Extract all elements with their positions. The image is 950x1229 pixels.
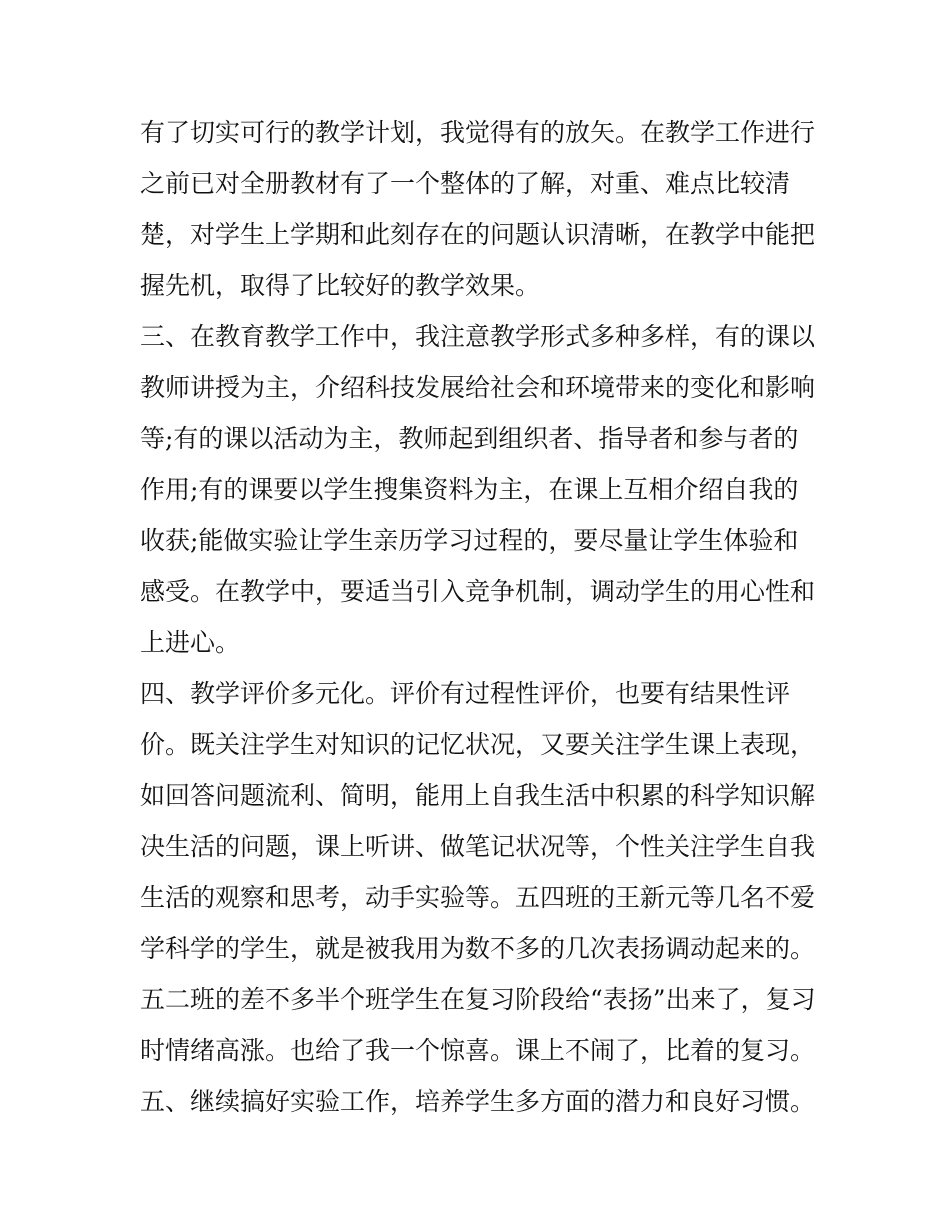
- text-line: 时情绪高涨。也给了我一个惊喜。课上不闹了，比着的复习。: [140, 1036, 816, 1065]
- text-line: 如回答问题流利、简明，能用上自我生活中积累的科学知识解: [140, 781, 816, 810]
- text-line: 有了切实可行的教学计划，我觉得有的放矢。在教学工作进行: [140, 118, 816, 147]
- text-line: 学科学的学生，就是被我用为数不多的几次表扬调动起来的。: [140, 934, 816, 963]
- text-line: 教师讲授为主，介绍科技发展给社会和环境带来的变化和影响: [140, 373, 816, 402]
- text-line: 五二班的差不多半个班学生在复习阶段给“表扬”出来了，复习: [140, 985, 816, 1014]
- text-line: 四、教学评价多元化。评价有过程性评价，也要有结果性评: [140, 679, 791, 708]
- text-line: 感受。在教学中，要适当引入竞争机制，调动学生的用心性和: [140, 577, 816, 606]
- text-line: 等;有的课以活动为主，教师起到组织者、指导者和参与者的: [140, 424, 799, 453]
- text-line: 握先机，取得了比较好的教学效果。: [140, 271, 541, 300]
- text-line: 上进心。: [140, 628, 241, 657]
- text-line: 价。既关注学生对知识的记忆状况，又要关注学生课上表现，: [140, 730, 816, 759]
- text-line: 五、继续搞好实验工作，培养学生多方面的潜力和良好习惯。: [140, 1087, 816, 1116]
- text-line: 决生活的问题，课上听讲、做笔记状况等，个性关注学生自我: [140, 832, 816, 861]
- text-line: 生活的观察和思考，动手实验等。五四班的王新元等几名不爱: [140, 883, 816, 912]
- body-text: [140, 107, 820, 1127]
- text-line: 三、在教育教学工作中，我注意教学形式多种多样，有的课以: [140, 322, 816, 351]
- text-line: 作用;有的课要以学生搜集资料为主，在课上互相介绍自我的: [140, 475, 799, 504]
- text-line: 楚，对学生上学期和此刻存在的问题认识清晰，在教学中能把: [140, 220, 816, 249]
- text-line: 之前已对全册教材有了一个整体的了解，对重、难点比较清: [140, 169, 791, 198]
- text-line: 收获;能做实验让学生亲历学习过程的，要尽量让学生体验和: [140, 526, 799, 555]
